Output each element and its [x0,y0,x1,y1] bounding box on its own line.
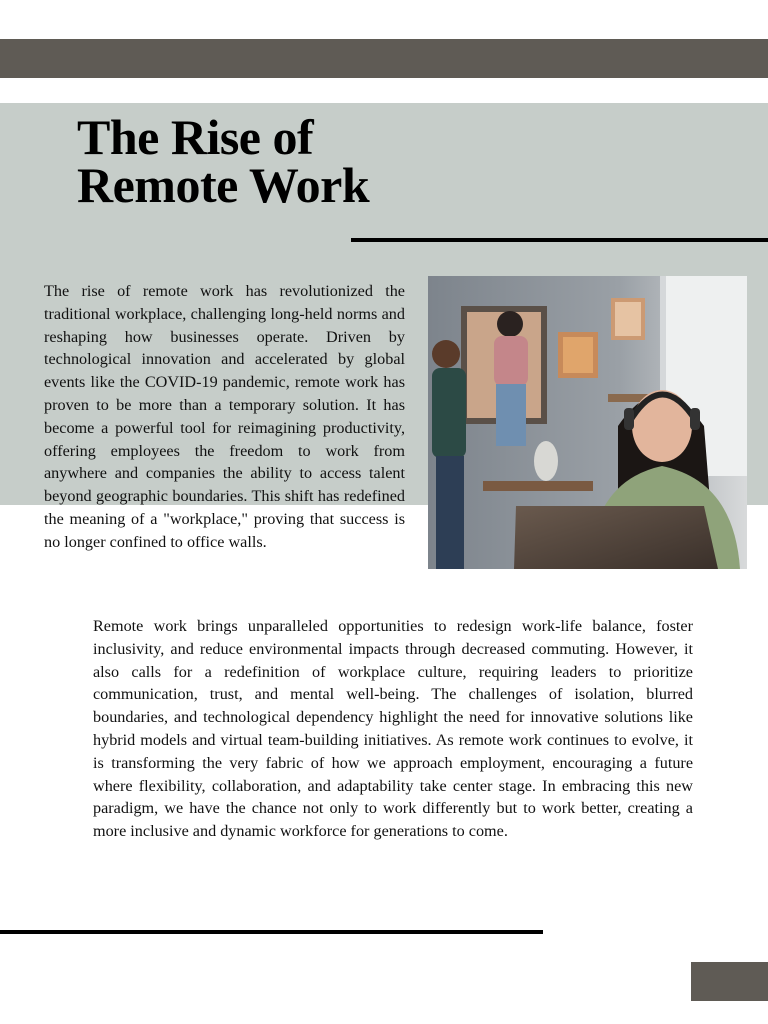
page-title [77,109,370,213]
remote-work-photo [428,276,747,569]
title-line-1: The Rise of [77,109,314,165]
bottom-rule [0,930,543,934]
header-bar [0,39,768,78]
intro-paragraph: The rise of remote work has revolutionized the traditional workplace, challenging long-held norms and reshaping how businesses operate. Driven by technological innovation and accelerated by global events like the COVID-19 pandemic, remote work has proven to be more than a temporary solution. It has become a powerful tool for reimagining productivity, offering employees the freedom to work from anywhere and companies the ability to access talent beyond geographic boundaries. This shift has redefined the meaning of a "workplace," proving that success is no longer confined to office walls. [44,282,405,551]
title-rule [351,238,768,242]
footer-corner-block [691,962,768,1001]
body-paragraph: Remote work brings unparalleled opportunities to redesign work-life balance, foster inclusivity, and reduce environmental impacts through decreased commuting. However, it also calls for a redefinition of workplace culture, requiring leaders to prioritize communication, trust, and mental well-being. The challenges of isolation, blurred boundaries, and technological dependency highlight the need for innovative solutions like hybrid models and virtual team-building initiatives. As remote work continues to evolve, it is transforming the very fabric of how we approach employment, encouraging a future where flexibility, collaboration, and adaptability take center stage. In embracing this new paradigm, we have the chance not only to work differently but to work better, creating a more inclusive and dynamic workforce for generations to come. [93,617,693,841]
title-line-2: Remote Work [77,157,370,213]
